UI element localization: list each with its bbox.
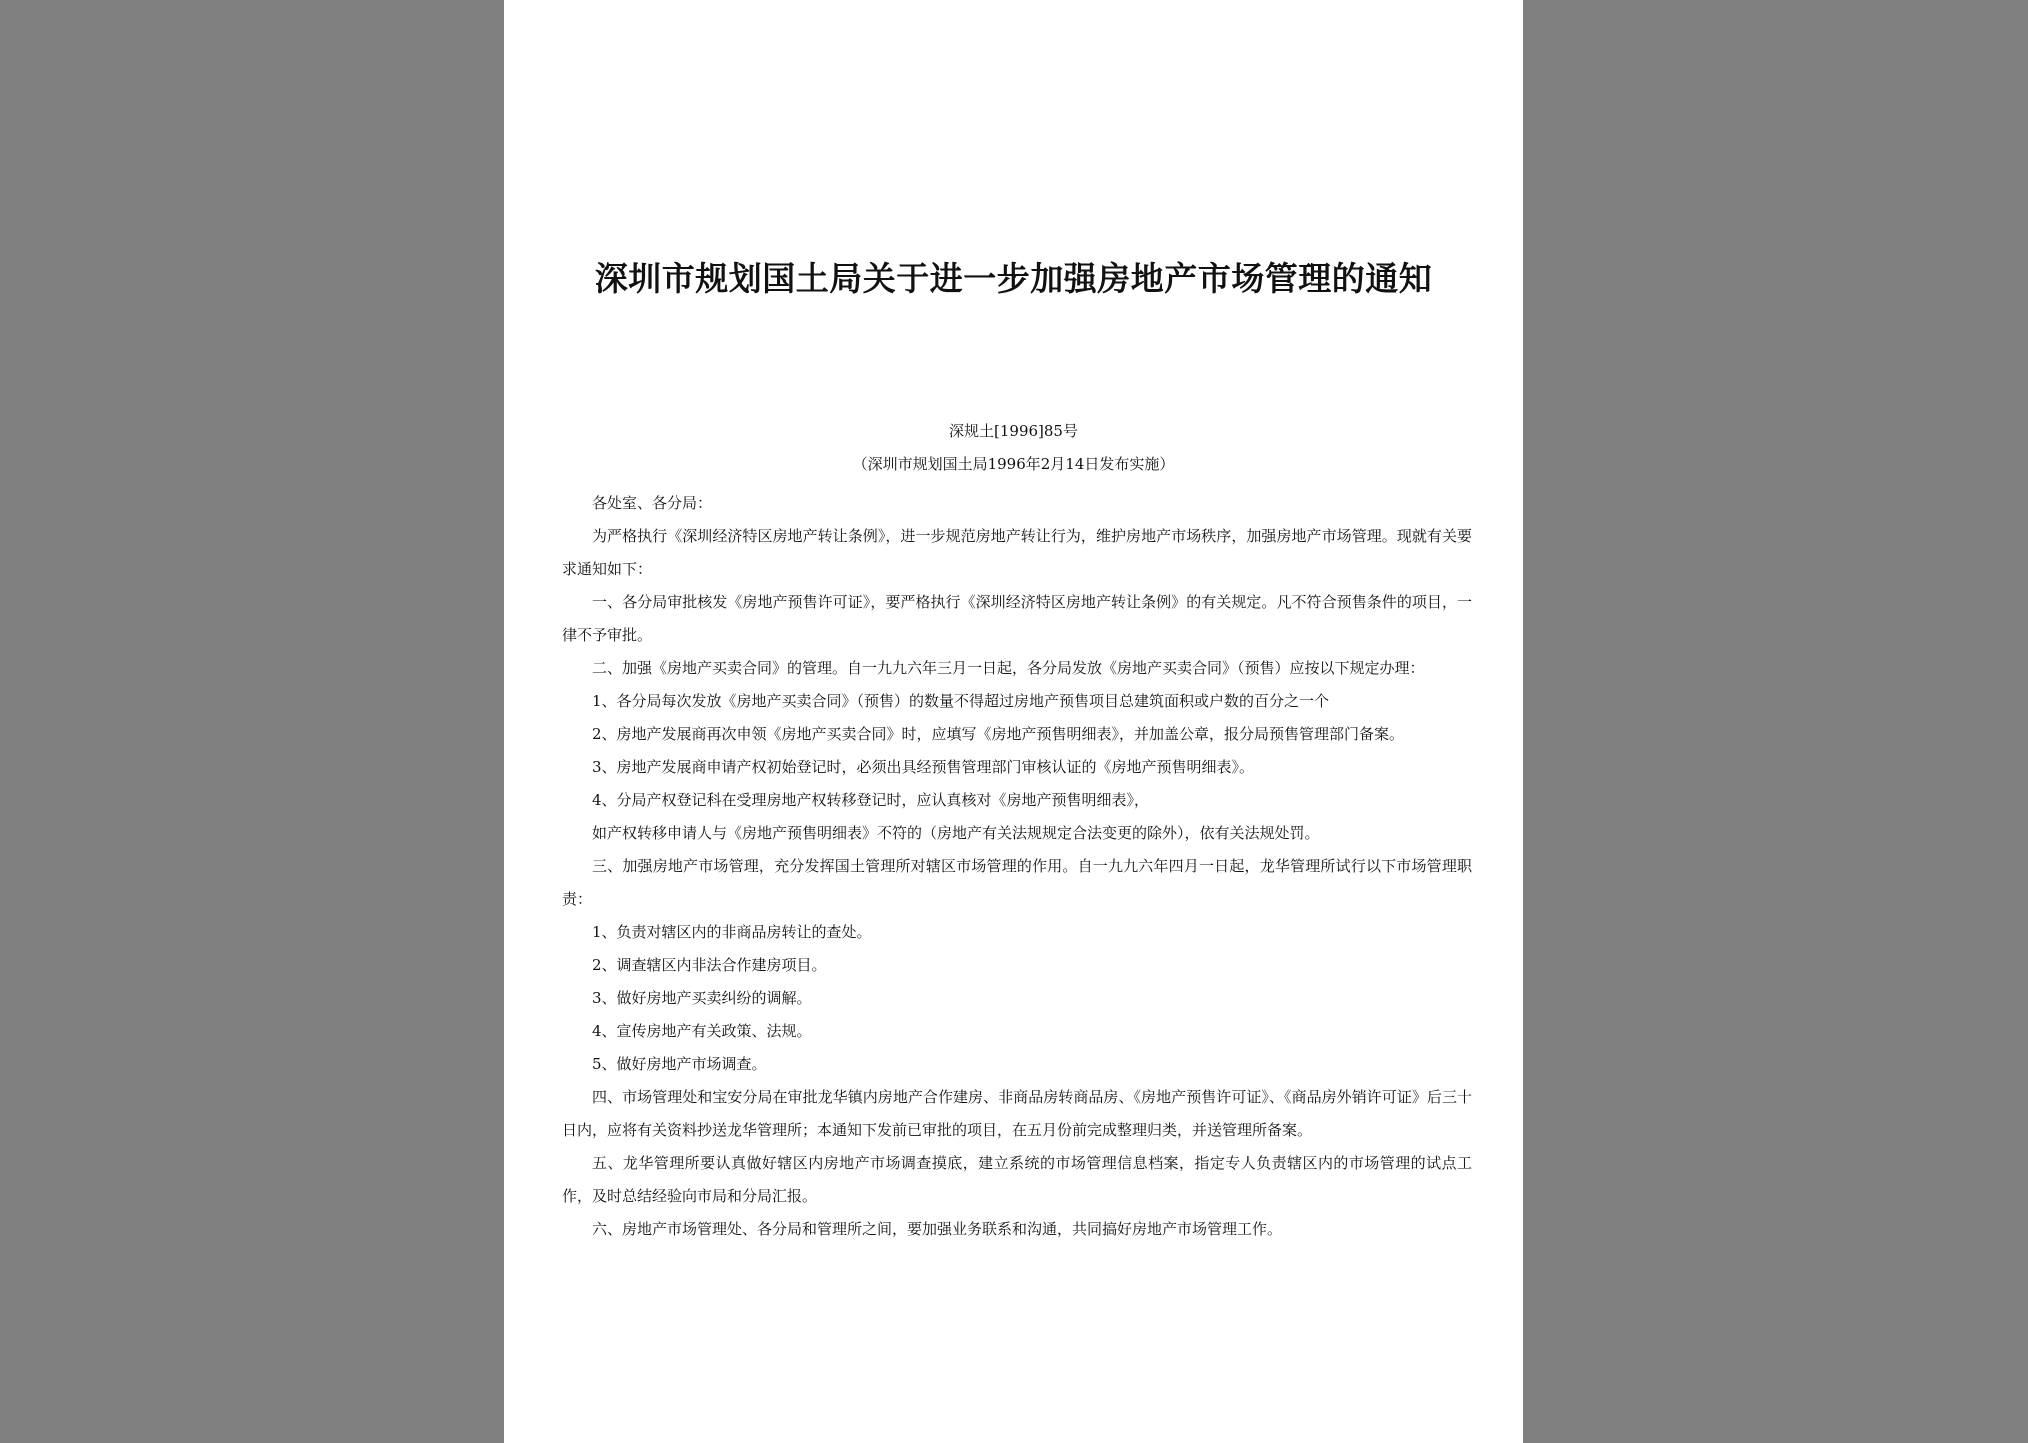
paragraph: 1、各分局每次发放《房地产买卖合同》（预售）的数量不得超过房地产预售项目总建筑面积或户数的百分之一个 [592,692,1330,710]
paragraph: 一、各分局审批核发《房地产预售许可证》，要严格执行《深圳经济特区房地产转让条例》的有关规定。凡不符合预售条件的项目，一律不予审批。 [562,593,1472,644]
paragraph: 3、做好房地产买卖纠纷的调解。 [592,989,812,1007]
paragraph: 1、负责对辖区内的非商品房转让的查处。 [592,923,872,941]
document-title: 深圳市规划国土局关于进一步加强房地产市场管理的通知 [594,259,1433,298]
paragraph: 六、房地产市场管理处、各分局和管理所之间，要加强业务联系和沟通，共同搞好房地产市场管理工作。 [592,1220,1283,1238]
paragraph: 4、宣传房地产有关政策、法规。 [592,1022,812,1040]
paragraph: 二、加强《房地产买卖合同》的管理。自一九九六年三月一日起，各分局发放《房地产买卖合同》（预售）应按以下规定办理： [592,659,1425,677]
paragraph: 四、市场管理处和宝安分局在审批龙华镇内房地产合作建房、非商品房转商品房、《房地产预售许可证》、《商品房外销许可证》后三十日内，应将有关资料抄送龙华管理所；本通知下发前已审批的项目，在五月份前完成整理归类，并送管理所备案。 [562,1088,1472,1139]
issue-note: （深圳市规划国土局1996年2月14日发布实施） [852,455,1175,473]
paragraph: 2、房地产发展商再次申领《房地产买卖合同》时，应填写《房地产预售明细表》，并加盖公章，报分局预售管理部门备案。 [592,725,1405,743]
paragraph: 五、龙华管理所要认真做好辖区内房地产市场调查摸底，建立系统的市场管理信息档案，指定专人负责辖区内的市场管理的试点工作，及时总结经验向市局和分局汇报。 [562,1154,1472,1205]
salutation: 各处室、各分局： [592,494,713,512]
document-page [504,0,1523,1443]
paragraph: 3、房地产发展商申请产权初始登记时，必须出具经预售管理部门审核认证的《房地产预售明细表》。 [592,758,1255,776]
paragraph: 5、做好房地产市场调查。 [592,1055,767,1073]
paragraph: 如产权转移申请人与《房地产预售明细表》不符的（房地产有关法规规定合法变更的除外），依有关法规处罚。 [592,824,1320,842]
paragraph: 4、分局产权登记科在受理房地产权转移登记时，应认真核对《房地产预售明细表》， [592,791,1150,809]
document-body [562,487,1472,1246]
paragraph: 三、加强房地产市场管理，充分发挥国土管理所对辖区市场管理的作用。自一九九六年四月一日起，龙华管理所试行以下市场管理职责： [562,857,1472,908]
document-number: 深规土[1996]85号 [949,422,1078,440]
paragraph: 为严格执行《深圳经济特区房地产转让条例》，进一步规范房地产转让行为，维护房地产市场秩序，加强房地产市场管理。现就有关要求通知如下： [562,527,1472,578]
paragraph: 2、调查辖区内非法合作建房项目。 [592,956,827,974]
